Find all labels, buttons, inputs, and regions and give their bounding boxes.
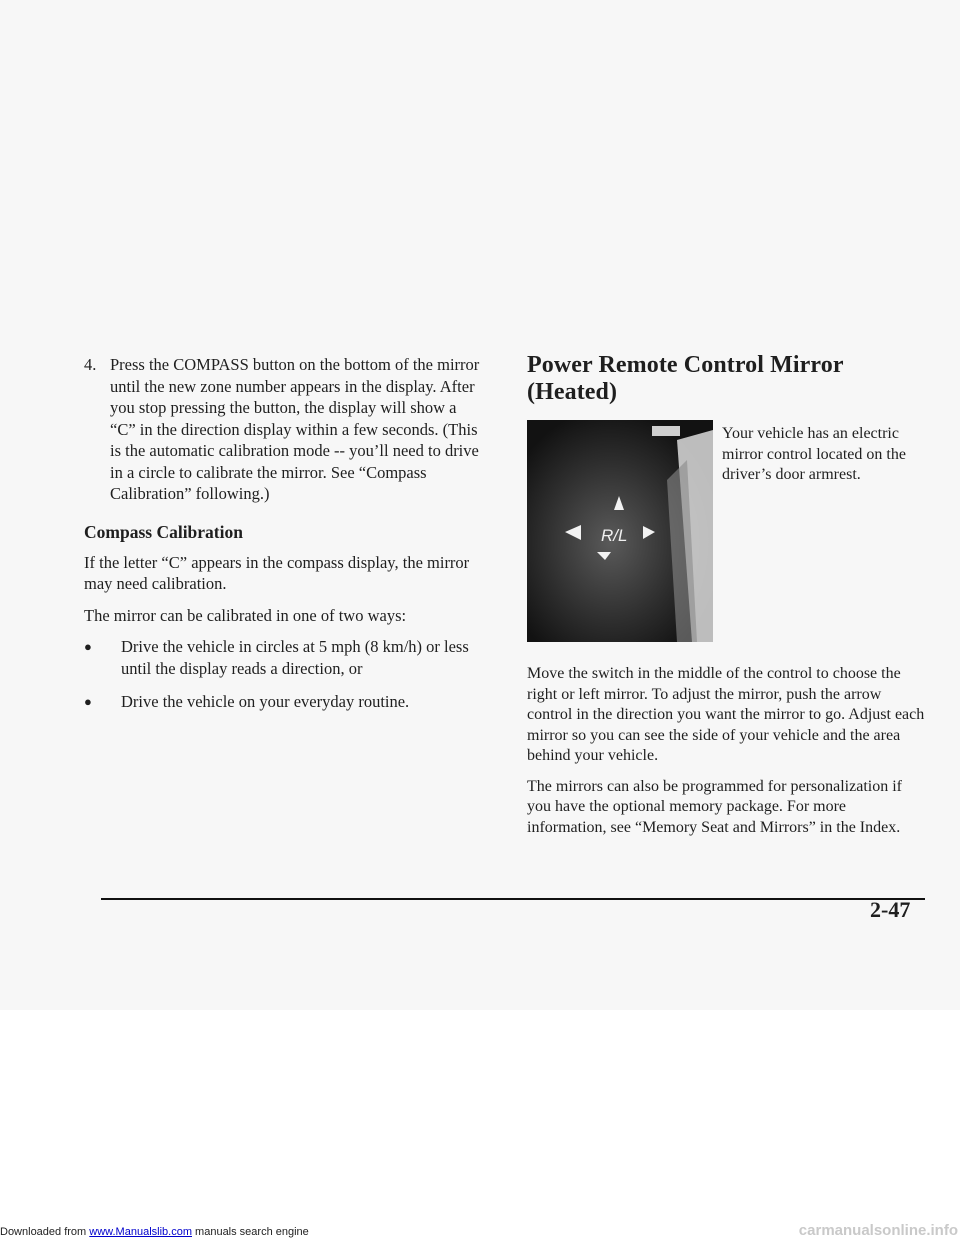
paragraph-calibration-ways: The mirror can be calibrated in one of two ways: (84, 605, 407, 625)
paragraph-calibration-intro: If the letter “C” appears in the compass display, the mirror may need calibration. (84, 552, 470, 593)
list-item: ● Drive the vehicle on your everyday routine. (84, 692, 410, 711)
section-heading-power-mirror: Power Remote Control Mirror (Heated) (527, 352, 844, 405)
bullet-icon: ● (84, 694, 92, 709)
download-footer: Downloaded from www.Manualslib.com manuals search engine (0, 1226, 309, 1238)
bullet-icon: ● (84, 639, 92, 654)
mirror-control-photo (527, 420, 713, 642)
step-4 (84, 354, 484, 505)
left-column (84, 354, 484, 725)
step-number: 4. (84, 355, 97, 374)
footer-rule (101, 898, 925, 900)
figure-row (527, 420, 927, 642)
manualslib-link[interactable]: www.Manualslib.com (89, 1226, 192, 1238)
page-number: 2-47 (870, 897, 911, 922)
paragraph-memory-package: The mirrors can also be programmed for personalization if you have the optional memory package. For more information, see “Memory Seat and Mirrors” in the Index. (527, 777, 902, 836)
right-column (527, 352, 927, 848)
step-text: Press the COMPASS button on the bottom of the mirror until the new zone number appears in the display. After you stop pressing the button, the display will show a “C” in the direction display within a few seconds. (This is the automatic calibration mode -- you’ll need to drive in a circle to calibrate the mirror. See “Compass Calibration” following.) (110, 355, 480, 503)
list-item: ● Drive the vehicle in circles at 5 mph (8 km/h) or less until the display reads a direction, or (84, 637, 469, 678)
paragraph-switch-instructions: Move the switch in the middle of the control to choose the right or left mirror. To adjust the mirror, push the arrow control in the direction you want the mirror to go. Adjust each mirror so you can see the side of your vehicle and the area behind your vehicle. (527, 665, 925, 764)
watermark-text: carmanualsonline.info (798, 1222, 958, 1239)
calibration-list (84, 636, 484, 713)
section-heading-compass-calibration: Compass Calibration (84, 521, 243, 542)
photo-caption: Your vehicle has an electric mirror control located on the driver’s door armrest. (722, 425, 906, 483)
rl-switch-label: R/L (601, 526, 628, 545)
